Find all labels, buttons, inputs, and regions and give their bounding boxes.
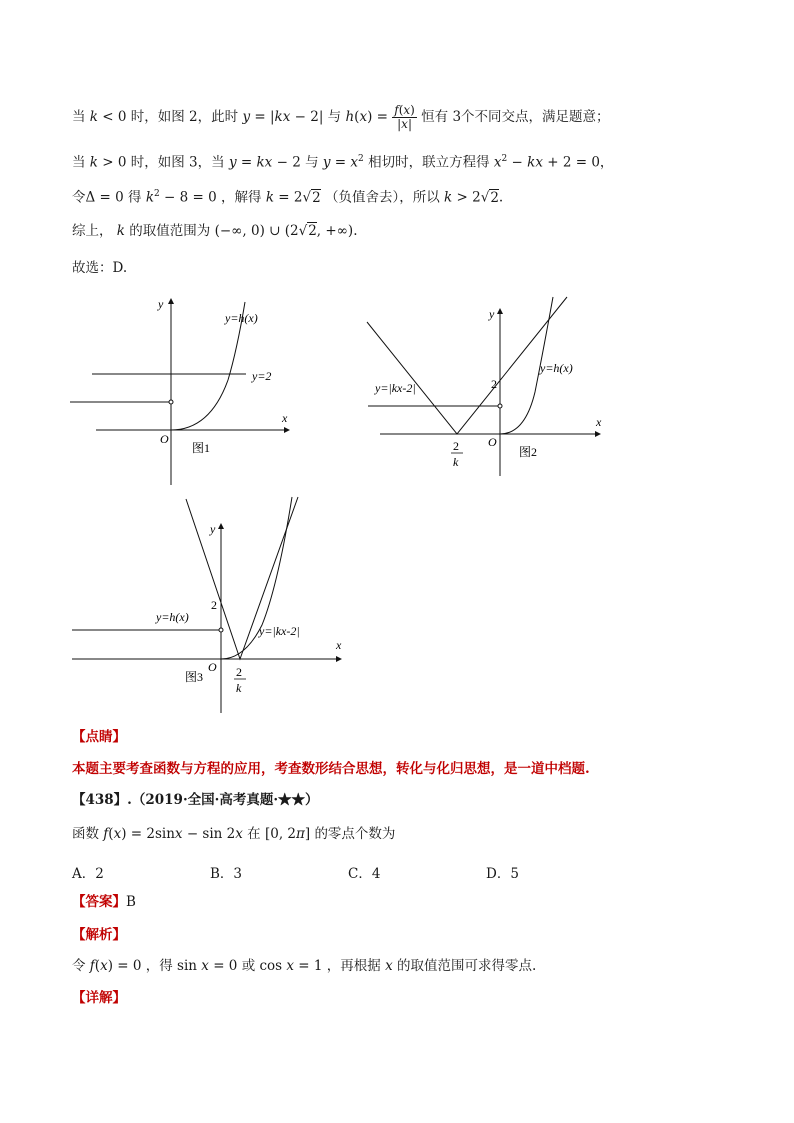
fig2-frac-num: 2 — [453, 439, 459, 453]
comment-text: 本题主要考查函数与方程的应用，考查数形结合思想，转化与化归思想，是一道中档题. — [72, 761, 590, 777]
comment-header: 【点睛】 — [72, 729, 126, 745]
option-b: B．3 — [210, 866, 243, 882]
analysis-text: 令 f(x) = 0 ，得 sin x = 0 或 cos x = 1 ，再根据 x 的取值范围可求得零点. — [72, 958, 537, 974]
solution-line-4: 综上， k 的取值范围为 (−∞, 0) ∪ (2√2, +∞). — [72, 223, 358, 239]
detail-label: 【详解】 — [72, 990, 126, 1006]
fig1-caption: 图1 — [192, 441, 211, 455]
fig2-curve-label: y=h(x) — [540, 361, 573, 375]
fig2-x-label: x — [596, 415, 602, 429]
fig2-caption: 图2 — [519, 445, 538, 459]
solution-line-1: 当 k < 0 时，如图 2，此时 y = |kx − 2| 与 h(x) = $\frac{f(x)}{|x|}$ 恒有 3个不同交点，满足题意； — [72, 103, 610, 131]
math-y-abs: y — [242, 109, 251, 125]
fig1-y-label: y — [158, 297, 164, 311]
fig1-curve-label: y=h(x) — [225, 311, 258, 325]
fig3-frac-den: k — [236, 681, 242, 695]
solution-line-5: 故选：D. — [72, 260, 128, 276]
fig2-open-point — [498, 404, 502, 408]
fig2-origin: O — [488, 435, 497, 449]
figure-1 — [70, 290, 300, 490]
solution-line-3: 令Δ = 0 得 $k^2 - 8 = 0$ ，解得 k = 2√2 （负值舍去），所以 k > 2√2. — [72, 189, 504, 206]
fig1-origin: O — [160, 432, 169, 446]
fig2-line-label: y=|kx-2| — [375, 381, 416, 395]
analysis-label: 【解析】 — [72, 927, 126, 943]
fig1-x-label: x — [282, 411, 288, 425]
fig3-y-label: y — [210, 522, 216, 536]
answer-line — [72, 892, 136, 912]
figure-2 — [365, 292, 615, 482]
option-a: A．2 — [72, 866, 104, 882]
question-header: 【438】.（2019·全国·高考真题·★★） — [72, 792, 319, 808]
fig3-caption: 图3 — [185, 670, 204, 684]
fig3-line-label: y=|kx-2| — [259, 624, 300, 638]
fig3-tick-2: 2 — [211, 598, 217, 612]
answer-value: B — [126, 894, 136, 910]
math-k-lt-0: k — [89, 109, 98, 125]
answer-label: 【答案】 — [72, 894, 126, 910]
fig3-origin: O — [208, 660, 217, 674]
fig2-frac-den: k — [453, 455, 459, 469]
fig1-open-point — [169, 400, 173, 404]
fig3-x-label: x — [336, 638, 342, 652]
fig2-tick-2: 2 — [491, 377, 497, 391]
fig2-v-line — [367, 297, 567, 434]
option-c: C．4 — [348, 866, 381, 882]
fig1-line-label: y=2 — [252, 369, 272, 383]
solution-line-2: 当 k > 0 时，如图 3，当 y = kx − 2 与 $y = x^2$ 相切时，联立方程得 $x^2$ − kx + 2 = 0， — [72, 154, 614, 171]
figure-3 — [70, 495, 360, 720]
fig3-frac-num: 2 — [236, 665, 242, 679]
fraction-fx-over-absx: $\frac{f(x)}{|x|}$ — [394, 103, 415, 131]
fig3-open-point — [219, 628, 223, 632]
question-stem: 函数 f(x) = 2sinx − sin 2x 在 [0, 2π] 的零点个数为 — [72, 826, 396, 842]
fig3-curve-label: y=h(x) — [156, 610, 189, 624]
fig2-y-label: y — [489, 307, 495, 321]
option-d: D．5 — [486, 866, 519, 882]
